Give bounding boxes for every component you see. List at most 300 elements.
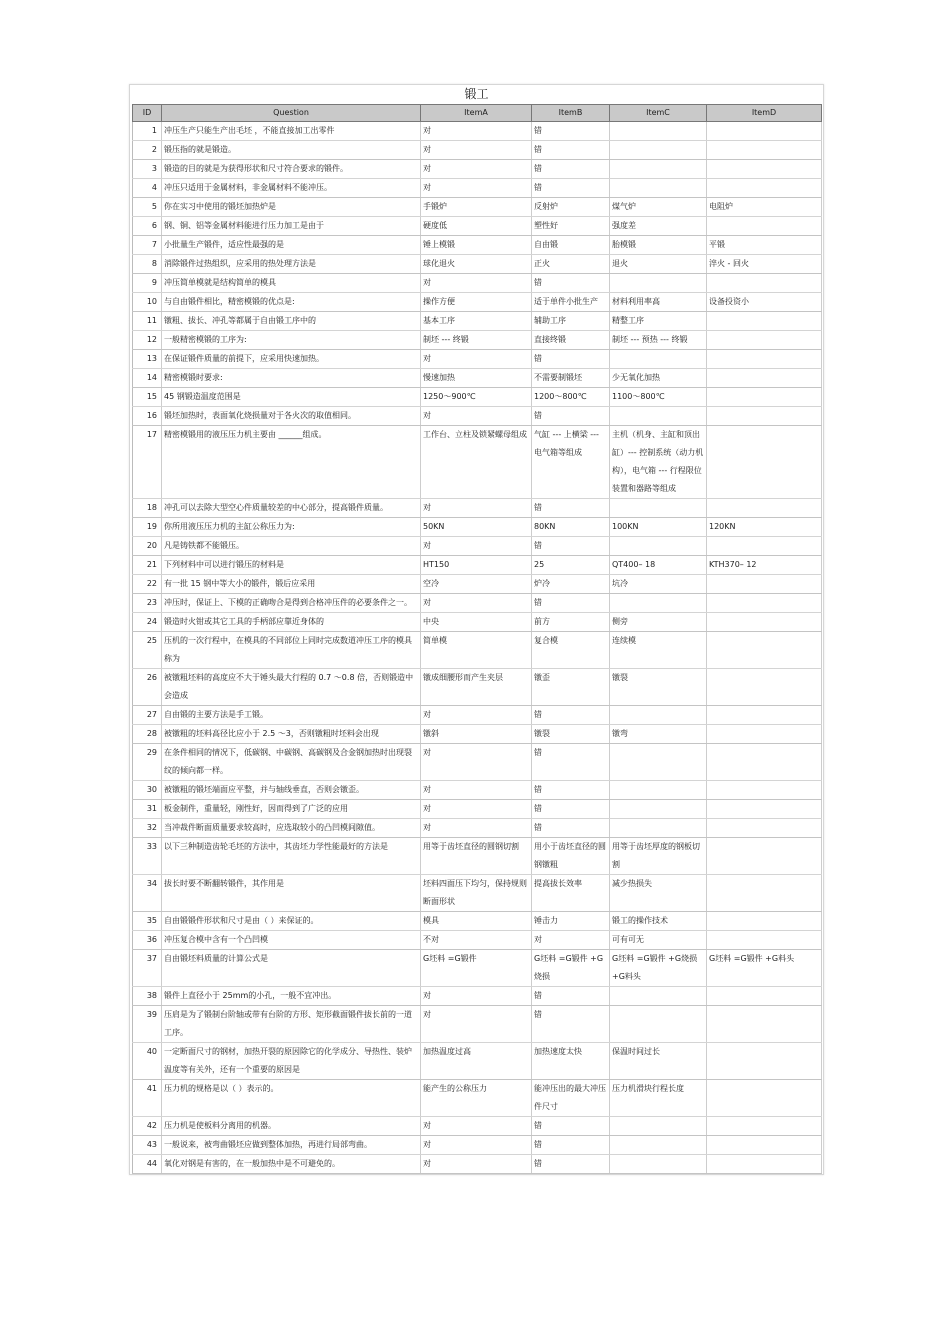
cell-item-c[interactable]: 强度差 (610, 217, 707, 236)
cell-item-c[interactable]: 煤气炉 (610, 198, 707, 217)
cell-item-d[interactable] (707, 744, 822, 781)
cell-id[interactable]: 41 (133, 1080, 162, 1117)
cell-item-c[interactable]: 胎模锻 (610, 236, 707, 255)
cell-item-a[interactable]: 对 (421, 706, 532, 725)
cell-question[interactable]: 精密模锻时要求: (162, 369, 421, 388)
cell-item-a[interactable]: 对 (421, 594, 532, 613)
cell-id[interactable]: 35 (133, 912, 162, 931)
cell-item-c[interactable] (610, 1006, 707, 1043)
cell-item-d[interactable] (707, 312, 822, 331)
cell-item-a[interactable]: 对 (421, 987, 532, 1006)
cell-question[interactable]: 氧化对钢是有害的，在一般加热中是不可避免的。 (162, 1155, 421, 1174)
cell-item-c[interactable]: 用等于齿坯厚度的钢板切割 (610, 838, 707, 875)
cell-item-d[interactable] (707, 725, 822, 744)
cell-question[interactable]: 消除锻件过热组织，应采用的热处理方法是 (162, 255, 421, 274)
cell-question[interactable]: 自由锻锻件形状和尺寸是由（ ）来保证的。 (162, 912, 421, 931)
cell-item-a[interactable]: 对 (421, 122, 532, 141)
table-row (133, 1117, 822, 1136)
cell-item-d[interactable] (707, 1006, 822, 1043)
cell-item-a[interactable]: 对 (421, 744, 532, 781)
cell-item-a[interactable]: 对 (421, 781, 532, 800)
cell-item-d[interactable] (707, 350, 822, 369)
cell-item-d[interactable] (707, 987, 822, 1006)
table-row (133, 388, 822, 407)
cell-question[interactable]: 有一批 15 钢中等大小的锻件，锻后应采用 (162, 575, 421, 594)
cell-question[interactable]: 下列材料中可以进行锻压的材料是 (162, 556, 421, 575)
cell-item-c[interactable]: 100KN (610, 518, 707, 537)
cell-item-b[interactable]: 前方 (532, 613, 610, 632)
cell-id[interactable]: 27 (133, 706, 162, 725)
cell-id[interactable]: 21 (133, 556, 162, 575)
cell-question[interactable]: 锻坯加热时，表面氧化烧损量对于各火次的取值相同。 (162, 407, 421, 426)
table-row (133, 350, 822, 369)
cell-item-a[interactable]: 1250～900℃ (421, 388, 532, 407)
cell-id[interactable]: 9 (133, 274, 162, 293)
cell-item-d[interactable] (707, 632, 822, 669)
cell-id[interactable]: 29 (133, 744, 162, 781)
cell-item-b[interactable]: 错 (532, 1117, 610, 1136)
cell-question[interactable]: 凡是铸铁都不能锻压。 (162, 537, 421, 556)
cell-item-c[interactable]: 连续模 (610, 632, 707, 669)
table-row (133, 160, 822, 179)
cell-item-c[interactable]: 侧旁 (610, 613, 707, 632)
cell-id[interactable]: 32 (133, 819, 162, 838)
table-row (133, 369, 822, 388)
cell-item-b[interactable]: 适于单件小批生产 (532, 293, 610, 312)
cell-question[interactable]: 你在实习中使用的锻坯加热炉是 (162, 198, 421, 217)
cell-id[interactable]: 33 (133, 838, 162, 875)
cell-id[interactable]: 8 (133, 255, 162, 274)
cell-question[interactable]: 冲压简单模就是结构简单的模具 (162, 274, 421, 293)
cell-item-a[interactable]: 操作方便 (421, 293, 532, 312)
cell-item-c[interactable]: 减少热损失 (610, 875, 707, 912)
cell-question[interactable]: 与自由锻件相比，精密模锻的优点是: (162, 293, 421, 312)
cell-item-d[interactable] (707, 122, 822, 141)
cell-item-c[interactable] (610, 350, 707, 369)
table-row (133, 236, 822, 255)
cell-item-a[interactable]: 简单模 (421, 632, 532, 669)
cell-id[interactable]: 7 (133, 236, 162, 255)
cell-item-b[interactable]: 错 (532, 179, 610, 198)
table-row (133, 217, 822, 236)
cell-item-d[interactable] (707, 875, 822, 912)
cell-item-d[interactable] (707, 1136, 822, 1155)
cell-item-a[interactable]: 对 (421, 537, 532, 556)
table-row (133, 838, 822, 875)
cell-item-b[interactable]: 错 (532, 350, 610, 369)
cell-item-a[interactable]: 镦斜 (421, 725, 532, 744)
table-row (133, 1006, 822, 1043)
cell-item-b[interactable]: 锤击力 (532, 912, 610, 931)
table-row (133, 274, 822, 293)
cell-item-b[interactable]: 复合模 (532, 632, 610, 669)
cell-id[interactable]: 28 (133, 725, 162, 744)
cell-id[interactable]: 2 (133, 141, 162, 160)
cell-item-a[interactable]: G坯料 =G锻件 (421, 950, 532, 987)
cell-item-c[interactable]: 退火 (610, 255, 707, 274)
cell-item-d[interactable] (707, 575, 822, 594)
cell-question[interactable]: 被镦粗的锻坯端面应平整，并与轴线垂直，否则会镦歪。 (162, 781, 421, 800)
cell-item-a[interactable]: 不对 (421, 931, 532, 950)
cell-item-c[interactable] (610, 407, 707, 426)
cell-question[interactable]: 压肩是为了锻制台阶轴或带有台阶的方形、矩形截面锻件拔长前的一道工序。 (162, 1006, 421, 1043)
header-id[interactable]: ID (133, 105, 162, 122)
cell-question[interactable]: 当冲裁件断面质量要求较高时，应选取较小的凸凹模间隙值。 (162, 819, 421, 838)
cell-id[interactable]: 22 (133, 575, 162, 594)
cell-item-b[interactable]: 气缸 --- 上横梁 --- 电气箱等组成 (532, 426, 610, 499)
cell-id[interactable]: 42 (133, 1117, 162, 1136)
cell-question[interactable]: 一般精密模锻的工序为: (162, 331, 421, 350)
cell-id[interactable]: 38 (133, 987, 162, 1006)
cell-id[interactable]: 40 (133, 1043, 162, 1080)
cell-item-b[interactable]: 镦歪 (532, 669, 610, 706)
cell-id[interactable]: 17 (133, 426, 162, 499)
cell-item-d[interactable] (707, 426, 822, 499)
table-row (133, 255, 822, 274)
cell-question[interactable]: 冲压只适用于金属材料，非金属材料不能冲压。 (162, 179, 421, 198)
table-row (133, 312, 822, 331)
cell-item-b[interactable]: 错 (532, 1136, 610, 1155)
cell-item-c[interactable]: 少无氧化加热 (610, 369, 707, 388)
cell-item-b[interactable]: 错 (532, 499, 610, 518)
cell-item-d[interactable] (707, 388, 822, 407)
cell-item-d[interactable] (707, 141, 822, 160)
cell-item-b[interactable]: 错 (532, 1006, 610, 1043)
table-row (133, 198, 822, 217)
table-row (133, 499, 822, 518)
cell-item-b[interactable]: 炉冷 (532, 575, 610, 594)
table-row (133, 819, 822, 838)
question-table (132, 104, 822, 1174)
cell-item-c[interactable] (610, 179, 707, 198)
cell-question[interactable]: 被镦粗坯料的高度应不大于锤头最大行程的 0.7 ～0.8 倍，否则锻造中会造成 (162, 669, 421, 706)
cell-id[interactable]: 20 (133, 537, 162, 556)
cell-item-b[interactable]: 反射炉 (532, 198, 610, 217)
cell-item-d[interactable] (707, 800, 822, 819)
cell-item-d[interactable] (707, 931, 822, 950)
cell-question[interactable]: 被镦粗的坯料高径比应小于 2.5 ～3，否则镦粗时坯料会出现 (162, 725, 421, 744)
header-item-c[interactable]: ItemC (610, 105, 707, 122)
cell-item-a[interactable]: 手锻炉 (421, 198, 532, 217)
cell-item-a[interactable]: 中央 (421, 613, 532, 632)
cell-question[interactable]: 小批量生产锻件，适应性最强的是 (162, 236, 421, 255)
cell-id[interactable]: 10 (133, 293, 162, 312)
cell-item-a[interactable]: 对 (421, 407, 532, 426)
cell-item-d[interactable] (707, 819, 822, 838)
table-row (133, 1136, 822, 1155)
cell-id[interactable]: 1 (133, 122, 162, 141)
cell-item-d[interactable] (707, 537, 822, 556)
header-item-b[interactable]: ItemB (532, 105, 610, 122)
cell-item-c[interactable] (610, 1136, 707, 1155)
cell-item-b[interactable]: 错 (532, 160, 610, 179)
cell-item-c[interactable] (610, 800, 707, 819)
cell-item-b[interactable]: 1200～800℃ (532, 388, 610, 407)
cell-item-c[interactable] (610, 274, 707, 293)
cell-question[interactable]: 在条件相同的情况下，低碳钢、中碳钢、高碳钢及合金钢加热时出现裂纹的倾向都一样。 (162, 744, 421, 781)
cell-item-d[interactable] (707, 1155, 822, 1174)
cell-item-a[interactable]: 对 (421, 499, 532, 518)
cell-item-b[interactable]: 塑性好 (532, 217, 610, 236)
cell-item-a[interactable]: 对 (421, 160, 532, 179)
cell-item-a[interactable]: 能产生的公称压力 (421, 1080, 532, 1117)
cell-question[interactable]: 在保证锻件质量的前提下，应采用快速加热。 (162, 350, 421, 369)
cell-item-d[interactable] (707, 912, 822, 931)
cell-item-c[interactable] (610, 1117, 707, 1136)
cell-item-d[interactable] (707, 499, 822, 518)
table-row (133, 518, 822, 537)
cell-item-c[interactable]: 材料利用率高 (610, 293, 707, 312)
cell-item-c[interactable]: 制坯 --- 预热 --- 终锻 (610, 331, 707, 350)
cell-item-c[interactable]: 1100～800℃ (610, 388, 707, 407)
cell-item-b[interactable]: 25 (532, 556, 610, 575)
table-row (133, 293, 822, 312)
header-question[interactable]: Question (162, 105, 421, 122)
cell-item-d[interactable] (707, 838, 822, 875)
cell-id[interactable]: 3 (133, 160, 162, 179)
cell-item-b[interactable]: 加热速度太快 (532, 1043, 610, 1080)
cell-id[interactable]: 11 (133, 312, 162, 331)
cell-item-c[interactable]: 主机（机身、主缸和顶出缸）--- 控制系统（动力机构），电气箱 --- 行程限位装置和器路等组成 (610, 426, 707, 499)
cell-question[interactable]: 板金制件，重量轻，刚性好，因而得到了广泛的应用 (162, 800, 421, 819)
cell-item-b[interactable]: 错 (532, 594, 610, 613)
cell-item-c[interactable]: 压力机滑块行程长度 (610, 1080, 707, 1117)
cell-item-d[interactable]: 平锻 (707, 236, 822, 255)
table-row (133, 632, 822, 669)
cell-item-a[interactable]: 对 (421, 1155, 532, 1174)
cell-id[interactable]: 24 (133, 613, 162, 632)
cell-item-d[interactable] (707, 1080, 822, 1117)
cell-item-d[interactable] (707, 369, 822, 388)
cell-question[interactable]: 压力机是使板料分离用的机器。 (162, 1117, 421, 1136)
cell-item-d[interactable] (707, 160, 822, 179)
cell-id[interactable]: 43 (133, 1136, 162, 1155)
header-item-a[interactable]: ItemA (421, 105, 532, 122)
cell-id[interactable]: 26 (133, 669, 162, 706)
table-row (133, 1043, 822, 1080)
cell-question[interactable]: 自由锻坯料质量的计算公式是 (162, 950, 421, 987)
table-row (133, 950, 822, 987)
cell-item-d[interactable] (707, 669, 822, 706)
cell-id[interactable]: 14 (133, 369, 162, 388)
cell-item-d[interactable]: 120KN (707, 518, 822, 537)
cell-item-a[interactable]: 模具 (421, 912, 532, 931)
cell-item-c[interactable] (610, 744, 707, 781)
cell-question[interactable]: 你所用液压压力机的主缸公称压力为: (162, 518, 421, 537)
cell-question[interactable]: 冲孔可以去除大型空心件质量较差的中心部分，提高锻件质量。 (162, 499, 421, 518)
cell-question[interactable]: 镦粗、拔长、冲孔等都属于自由锻工序中的 (162, 312, 421, 331)
cell-item-c[interactable] (610, 706, 707, 725)
cell-question[interactable]: 冲压时，保证上、下模的正确吻合是得到合格冲压件的必要条件之一。 (162, 594, 421, 613)
cell-item-c[interactable]: 镦弯 (610, 725, 707, 744)
cell-item-c[interactable] (610, 781, 707, 800)
cell-item-a[interactable]: 球化退火 (421, 255, 532, 274)
cell-item-a[interactable]: 用等于齿坯直径的圆钢切割 (421, 838, 532, 875)
cell-item-a[interactable]: 基本工序 (421, 312, 532, 331)
cell-item-a[interactable]: 对 (421, 179, 532, 198)
cell-question[interactable]: 精密模锻用的液压压力机主要由 ______组成。 (162, 426, 421, 499)
cell-question[interactable]: 钢、铜、铝等金属材料能进行压力加工是由于 (162, 217, 421, 236)
cell-id[interactable]: 30 (133, 781, 162, 800)
cell-item-b[interactable]: 不需要制锻坯 (532, 369, 610, 388)
cell-item-a[interactable]: 对 (421, 350, 532, 369)
cell-item-d[interactable] (707, 594, 822, 613)
cell-id[interactable]: 6 (133, 217, 162, 236)
cell-question[interactable]: 一般说来，被弯曲锻坯应做到整体加热，再进行局部弯曲。 (162, 1136, 421, 1155)
cell-item-c[interactable] (610, 499, 707, 518)
cell-item-c[interactable]: 精整工序 (610, 312, 707, 331)
table-row (133, 706, 822, 725)
cell-item-a[interactable]: 制坯 --- 终锻 (421, 331, 532, 350)
cell-item-d[interactable] (707, 1117, 822, 1136)
cell-item-d[interactable]: 淬火 - 回火 (707, 255, 822, 274)
cell-item-b[interactable]: 对 (532, 931, 610, 950)
cell-item-b[interactable]: 正火 (532, 255, 610, 274)
cell-question[interactable]: 锻造的目的就是为获得形状和尺寸符合要求的锻件。 (162, 160, 421, 179)
cell-item-c[interactable]: 镦裂 (610, 669, 707, 706)
cell-id[interactable]: 34 (133, 875, 162, 912)
cell-item-c[interactable] (610, 160, 707, 179)
header-item-d[interactable]: ItemD (707, 105, 822, 122)
cell-item-b[interactable]: 错 (532, 407, 610, 426)
cell-item-a[interactable]: 锤上模锻 (421, 236, 532, 255)
cell-question[interactable]: 以下三种制造齿轮毛坯的方法中，其齿坯力学性能最好的方法是 (162, 838, 421, 875)
cell-id[interactable]: 25 (133, 632, 162, 669)
cell-question[interactable]: 锻件上直径小于 25mm的小孔，一般不宜冲出。 (162, 987, 421, 1006)
cell-item-a[interactable]: 对 (421, 800, 532, 819)
cell-item-d[interactable]: KTH370– 12 (707, 556, 822, 575)
cell-item-a[interactable]: 慢速加热 (421, 369, 532, 388)
spreadsheet-sheet (129, 84, 824, 1175)
table-row (133, 122, 822, 141)
cell-item-c[interactable]: G坯料 =G锻件 +G烧损 +G料头 (610, 950, 707, 987)
cell-item-b[interactable]: 错 (532, 781, 610, 800)
cell-id[interactable]: 4 (133, 179, 162, 198)
cell-item-c[interactable]: QT400– 18 (610, 556, 707, 575)
cell-item-a[interactable]: 对 (421, 141, 532, 160)
cell-id[interactable]: 23 (133, 594, 162, 613)
cell-item-b[interactable]: 错 (532, 1155, 610, 1174)
cell-item-c[interactable]: 坑冷 (610, 575, 707, 594)
cell-item-d[interactable] (707, 1043, 822, 1080)
cell-question[interactable]: 一定断面尺寸的钢材，加热开裂的原因除它的化学成分、导热性、装炉温度等有关外，还有一个重要的原因是 (162, 1043, 421, 1080)
cell-item-c[interactable]: 锻工的操作技术 (610, 912, 707, 931)
cell-item-a[interactable]: 对 (421, 1117, 532, 1136)
cell-item-b[interactable]: 错 (532, 274, 610, 293)
cell-item-b[interactable]: 直接终锻 (532, 331, 610, 350)
cell-item-a[interactable]: 工作台、立柱及锁紧螺母组成 (421, 426, 532, 499)
cell-item-c[interactable] (610, 1155, 707, 1174)
cell-item-a[interactable]: 加热温度过高 (421, 1043, 532, 1080)
cell-item-b[interactable]: 错 (532, 141, 610, 160)
cell-id[interactable]: 12 (133, 331, 162, 350)
cell-item-a[interactable]: 对 (421, 1006, 532, 1043)
cell-item-a[interactable]: 坯料四面压下均匀，保持规则断面形状 (421, 875, 532, 912)
cell-item-d[interactable] (707, 407, 822, 426)
cell-item-d[interactable] (707, 179, 822, 198)
cell-item-b[interactable]: 错 (532, 819, 610, 838)
table-row (133, 407, 822, 426)
cell-item-d[interactable]: 设备投资小 (707, 293, 822, 312)
cell-question[interactable]: 压机的一次行程中，在模具的不同部位上同时完成数道冲压工序的模具称为 (162, 632, 421, 669)
cell-question[interactable]: 压力机的规格是以（ ）表示的。 (162, 1080, 421, 1117)
cell-id[interactable]: 36 (133, 931, 162, 950)
cell-id[interactable]: 5 (133, 198, 162, 217)
cell-question[interactable]: 自由锻的主要方法是手工锻。 (162, 706, 421, 725)
cell-question[interactable]: 锻造时火钳或其它工具的手柄部应靠近身体的 (162, 613, 421, 632)
cell-item-a[interactable]: 50KN (421, 518, 532, 537)
cell-question[interactable]: 冲压生产只能生产出毛坯 ，不能直接加工出零件 (162, 122, 421, 141)
cell-id[interactable]: 31 (133, 800, 162, 819)
cell-item-b[interactable]: 辅助工序 (532, 312, 610, 331)
cell-item-d[interactable] (707, 613, 822, 632)
table-row (133, 179, 822, 198)
cell-item-a[interactable]: 对 (421, 1136, 532, 1155)
cell-item-c[interactable] (610, 141, 707, 160)
cell-question[interactable]: 锻压指的就是锻造。 (162, 141, 421, 160)
cell-id[interactable]: 15 (133, 388, 162, 407)
cell-item-a[interactable]: HT150 (421, 556, 532, 575)
cell-id[interactable]: 13 (133, 350, 162, 369)
cell-id[interactable]: 18 (133, 499, 162, 518)
table-row (133, 331, 822, 350)
cell-item-b[interactable]: 错 (532, 706, 610, 725)
cell-item-d[interactable] (707, 781, 822, 800)
cell-item-b[interactable]: 错 (532, 800, 610, 819)
cell-item-c[interactable] (610, 987, 707, 1006)
cell-id[interactable]: 19 (133, 518, 162, 537)
cell-item-c[interactable] (610, 122, 707, 141)
table-row (133, 931, 822, 950)
cell-item-b[interactable]: 80KN (532, 518, 610, 537)
cell-item-d[interactable] (707, 217, 822, 236)
cell-item-d[interactable]: 电阻炉 (707, 198, 822, 217)
cell-item-a[interactable]: 镦成细腰形而产生夹层 (421, 669, 532, 706)
cell-item-a[interactable]: 对 (421, 819, 532, 838)
cell-item-d[interactable] (707, 274, 822, 293)
cell-item-c[interactable] (610, 819, 707, 838)
cell-item-b[interactable]: 错 (532, 987, 610, 1006)
cell-item-b[interactable]: 镦裂 (532, 725, 610, 744)
cell-item-b[interactable]: 能冲压出的最大冲压件尺寸 (532, 1080, 610, 1117)
cell-item-d[interactable] (707, 706, 822, 725)
cell-item-a[interactable]: 空冷 (421, 575, 532, 594)
cell-item-a[interactable]: 对 (421, 274, 532, 293)
cell-item-b[interactable]: 用小于齿坯直径的圆钢镦粗 (532, 838, 610, 875)
cell-item-b[interactable]: 错 (532, 537, 610, 556)
cell-id[interactable]: 37 (133, 950, 162, 987)
cell-item-b[interactable]: 自由锻 (532, 236, 610, 255)
cell-item-c[interactable] (610, 537, 707, 556)
cell-item-d[interactable]: G坯料 =G锻件 +G料头 (707, 950, 822, 987)
cell-item-a[interactable]: 硬度低 (421, 217, 532, 236)
cell-item-d[interactable] (707, 331, 822, 350)
cell-item-c[interactable]: 保温时间过长 (610, 1043, 707, 1080)
cell-item-b[interactable]: G坯料 =G锻件 +G烧损 (532, 950, 610, 987)
cell-item-b[interactable]: 提高拔长效率 (532, 875, 610, 912)
cell-question[interactable]: 拔长时要不断翻转锻件，其作用是 (162, 875, 421, 912)
cell-item-b[interactable]: 错 (532, 744, 610, 781)
cell-id[interactable]: 39 (133, 1006, 162, 1043)
cell-item-c[interactable] (610, 594, 707, 613)
cell-item-c[interactable]: 可有可无 (610, 931, 707, 950)
cell-id[interactable]: 16 (133, 407, 162, 426)
cell-question[interactable]: 冲压复合模中含有一个凸凹模 (162, 931, 421, 950)
cell-question[interactable]: 45 钢锻造温度范围是 (162, 388, 421, 407)
cell-id[interactable]: 44 (133, 1155, 162, 1174)
cell-item-b[interactable]: 错 (532, 122, 610, 141)
sheet-title: 锻工 (464, 87, 489, 101)
